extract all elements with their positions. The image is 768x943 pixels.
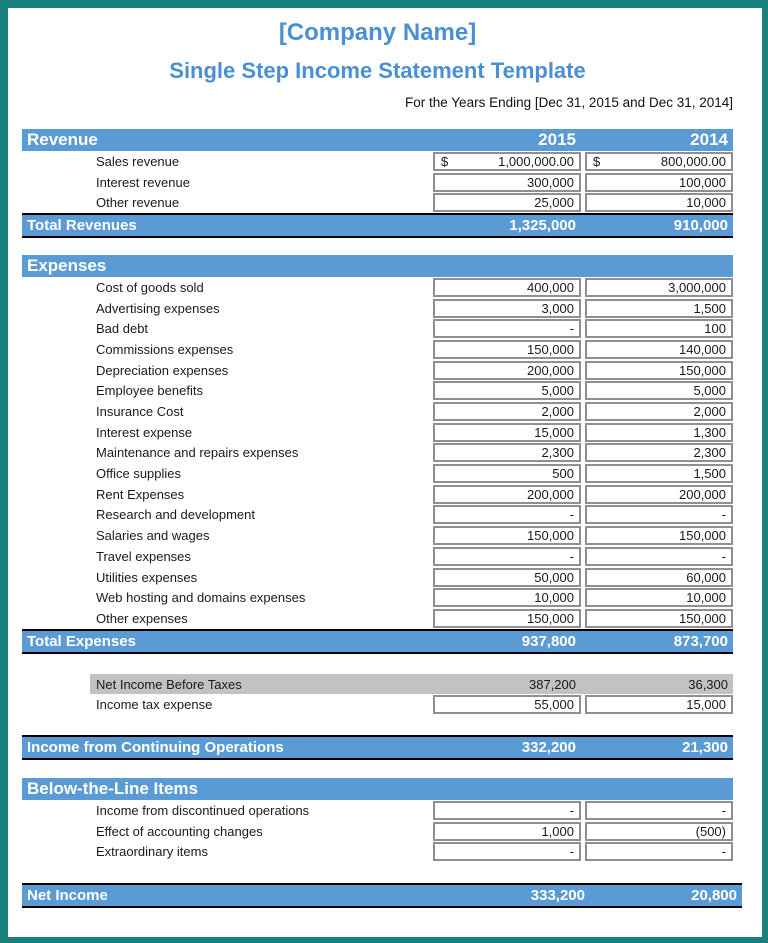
value-cell-2015 xyxy=(433,842,581,861)
column-header-2014: 2014 xyxy=(690,130,728,149)
net-income-label: Net Income xyxy=(27,887,108,905)
income-tax-cell-2015 xyxy=(433,695,581,714)
income-from-continuing-operations-2014: 21,300 xyxy=(682,739,728,757)
cell-value: - xyxy=(721,507,726,523)
line-item-label: Extraordinary items xyxy=(96,844,208,860)
line-item-row xyxy=(22,422,733,443)
value-cell-2015 xyxy=(433,299,581,318)
value-cell-2014 xyxy=(585,319,733,338)
cell-value: 2,000 xyxy=(541,404,574,420)
value-cell-2015 xyxy=(433,547,581,566)
cell-value: 2,300 xyxy=(693,445,726,461)
value-cell-2014 xyxy=(585,464,733,483)
expenses-rows xyxy=(22,277,733,629)
cell-value: 1,000 xyxy=(541,823,574,839)
value-cell-2015 xyxy=(433,173,581,192)
value-cell-2014 xyxy=(585,485,733,504)
value-cell-2015 xyxy=(433,402,581,421)
value-cell-2015 xyxy=(433,443,581,462)
cell-value: 1,500 xyxy=(693,466,726,482)
cell-value: 10,000 xyxy=(686,195,726,211)
cell-value: 50,000 xyxy=(534,569,574,585)
revenue-header-title: Revenue xyxy=(27,130,98,149)
net-income-bar xyxy=(22,883,742,908)
value-cell-2015 xyxy=(433,152,581,171)
cell-value: 140,000 xyxy=(679,341,726,357)
period-line: For the Years Ending [Dec 31, 2015 and Dec 31, 2014] xyxy=(405,95,733,110)
net-income-before-taxes-row xyxy=(90,674,733,695)
cell-value: (500) xyxy=(695,823,726,839)
cell-value: - xyxy=(721,548,726,564)
cell-value: 200,000 xyxy=(527,362,574,378)
line-item-row xyxy=(22,443,733,464)
below-the-line-rows xyxy=(22,800,733,862)
line-item-row xyxy=(22,587,733,608)
line-item-label: Depreciation expenses xyxy=(96,362,229,378)
line-item-row xyxy=(22,401,733,422)
cell-value: 100,000 xyxy=(679,174,726,190)
value-cell-2015 xyxy=(433,464,581,483)
value-cell-2014 xyxy=(585,361,733,380)
cell-value: 400,000 xyxy=(527,279,574,295)
below-the-line-section-header xyxy=(22,778,733,800)
line-item-label: Other revenue xyxy=(96,195,180,211)
line-item-label: Utilities expenses xyxy=(96,569,198,585)
cell-value: 150,000 xyxy=(527,610,574,626)
income-from-continuing-operations-label: Income from Continuing Operations xyxy=(27,739,284,757)
value-cell-2014 xyxy=(585,568,733,587)
income-tax-expense-row xyxy=(22,694,733,715)
cell-value: 25,000 xyxy=(534,195,574,211)
cell-value: 150,000 xyxy=(527,341,574,357)
value-cell-2014 xyxy=(585,505,733,524)
line-item-row xyxy=(22,821,733,842)
line-item-row xyxy=(22,800,733,821)
line-item-row xyxy=(22,318,733,339)
cell-value: - xyxy=(569,321,574,337)
expenses-section-header xyxy=(22,255,733,277)
total-expenses-2015: 937,800 xyxy=(521,632,576,650)
line-item-label: Cost of goods sold xyxy=(96,279,204,295)
total-revenues-2015: 1,325,000 xyxy=(509,217,576,235)
total-expenses-bar xyxy=(22,629,733,654)
line-item-label: Interest revenue xyxy=(96,174,190,190)
cell-value: 1,300 xyxy=(693,424,726,440)
line-item-row xyxy=(22,151,733,172)
cell-value: 2,300 xyxy=(541,445,574,461)
line-item-label: Commissions expenses xyxy=(96,341,234,357)
value-cell-2015 xyxy=(433,609,581,628)
income-from-continuing-operations-bar xyxy=(22,735,733,760)
income-statement-sheet xyxy=(22,8,737,908)
value-cell-2014 xyxy=(585,801,733,820)
cell-value: - xyxy=(569,802,574,818)
cell-value: 3,000 xyxy=(541,300,574,316)
value-cell-2014 xyxy=(585,152,733,171)
value-cell-2014 xyxy=(585,299,733,318)
line-item-label: Bad debt xyxy=(96,321,149,337)
line-item-row xyxy=(22,484,733,505)
value-cell-2015 xyxy=(433,526,581,545)
value-cell-2014 xyxy=(585,443,733,462)
cell-value: 150,000 xyxy=(679,362,726,378)
cell-value: 15,000 xyxy=(686,697,726,713)
value-cell-2015 xyxy=(433,193,581,212)
total-revenues-bar xyxy=(22,213,733,238)
line-item-label: Travel expenses xyxy=(96,548,191,564)
value-cell-2014 xyxy=(585,588,733,607)
net-income-2015: 333,200 xyxy=(530,887,585,905)
value-cell-2014 xyxy=(585,547,733,566)
currency-symbol: $ xyxy=(441,153,449,169)
value-cell-2014 xyxy=(585,173,733,192)
value-cell-2015 xyxy=(433,423,581,442)
cell-value: 1,000,000.00 xyxy=(498,153,574,169)
line-item-row xyxy=(22,277,733,298)
net-income-before-taxes-2015: 387,200 xyxy=(529,676,576,692)
cell-value: - xyxy=(721,802,726,818)
column-header-2015: 2015 xyxy=(538,130,576,149)
line-item-label: Other expenses xyxy=(96,610,188,626)
company-name: [Company Name] xyxy=(278,19,477,46)
line-item-row xyxy=(22,298,733,319)
value-cell-2015 xyxy=(433,361,581,380)
income-from-continuing-operations-2015: 332,200 xyxy=(521,739,576,757)
value-cell-2014 xyxy=(585,526,733,545)
cell-value: 2,000 xyxy=(693,404,726,420)
cell-value: 5,000 xyxy=(541,383,574,399)
cell-value: 3,000,000 xyxy=(668,279,726,295)
cell-value: 150,000 xyxy=(679,610,726,626)
cell-value: 5,000 xyxy=(693,383,726,399)
revenue-rows xyxy=(22,151,733,213)
value-cell-2014 xyxy=(585,842,733,861)
cell-value: - xyxy=(721,844,726,860)
total-revenues-label: Total Revenues xyxy=(27,217,137,235)
cell-value: - xyxy=(569,507,574,523)
line-item-label: Interest expense xyxy=(96,424,193,440)
cell-value: - xyxy=(569,844,574,860)
line-item-row xyxy=(22,339,733,360)
net-income-before-taxes-2014: 36,300 xyxy=(688,676,728,692)
value-cell-2015 xyxy=(433,485,581,504)
line-item-label: Effect of accounting changes xyxy=(96,823,263,839)
cell-value: 1,500 xyxy=(693,300,726,316)
document-header xyxy=(22,8,733,111)
line-item-label: Web hosting and domains expenses xyxy=(96,590,306,606)
value-cell-2015 xyxy=(433,319,581,338)
line-item-row xyxy=(22,172,733,193)
line-item-label: Rent Expenses xyxy=(96,486,185,502)
value-cell-2015 xyxy=(433,505,581,524)
value-cell-2015 xyxy=(433,381,581,400)
line-item-label: Insurance Cost xyxy=(96,404,184,420)
cell-value: 200,000 xyxy=(527,486,574,502)
line-item-label: Income from discontinued operations xyxy=(96,802,310,818)
value-cell-2015 xyxy=(433,278,581,297)
line-item-label: Employee benefits xyxy=(96,383,203,399)
line-item-label: Maintenance and repairs expenses xyxy=(96,445,299,461)
line-item-row xyxy=(22,381,733,402)
value-cell-2015 xyxy=(433,822,581,841)
value-cell-2015 xyxy=(433,568,581,587)
line-item-row xyxy=(22,463,733,484)
line-item-row xyxy=(22,192,733,213)
line-item-row xyxy=(22,525,733,546)
revenue-section-header xyxy=(22,129,733,151)
value-cell-2015 xyxy=(433,588,581,607)
line-item-row xyxy=(22,505,733,526)
value-cell-2015 xyxy=(433,340,581,359)
value-cell-2014 xyxy=(585,381,733,400)
cell-value: 150,000 xyxy=(679,528,726,544)
total-expenses-2014: 873,700 xyxy=(673,632,728,650)
line-item-label: Advertising expenses xyxy=(96,300,220,316)
cell-value: - xyxy=(569,548,574,564)
cell-value: 10,000 xyxy=(534,590,574,606)
cell-value: 100 xyxy=(704,321,726,337)
value-cell-2014 xyxy=(585,609,733,628)
value-cell-2014 xyxy=(585,340,733,359)
expenses-header-title: Expenses xyxy=(27,256,107,276)
value-cell-2015 xyxy=(433,801,581,820)
line-item-row xyxy=(22,842,733,863)
line-item-label: Research and development xyxy=(96,507,255,523)
line-item-row xyxy=(22,546,733,567)
line-item-row xyxy=(22,567,733,588)
line-item-row xyxy=(22,360,733,381)
document-title: Single Step Income Statement Template xyxy=(169,58,586,83)
value-cell-2014 xyxy=(585,423,733,442)
cell-value: 300,000 xyxy=(527,174,574,190)
line-item-label: Salaries and wages xyxy=(96,528,210,544)
cell-value: 55,000 xyxy=(534,697,574,713)
total-expenses-label: Total Expenses xyxy=(27,632,136,650)
value-cell-2014 xyxy=(585,822,733,841)
cell-value: 150,000 xyxy=(527,528,574,544)
value-cell-2014 xyxy=(585,278,733,297)
net-income-2014: 20,800 xyxy=(691,887,737,905)
line-item-row xyxy=(22,608,733,629)
below-the-line-header-title: Below-the-Line Items xyxy=(27,779,198,799)
value-cell-2014 xyxy=(585,193,733,212)
cell-value: 500 xyxy=(552,466,574,482)
cell-value: 10,000 xyxy=(686,590,726,606)
line-item-label: Office supplies xyxy=(96,466,182,482)
cell-value: 15,000 xyxy=(534,424,574,440)
currency-symbol: $ xyxy=(593,153,601,169)
cell-value: 60,000 xyxy=(686,569,726,585)
line-item-label: Sales revenue xyxy=(96,153,180,169)
cell-value: 200,000 xyxy=(679,486,726,502)
value-cell-2014 xyxy=(585,402,733,421)
net-income-before-taxes-label: Net Income Before Taxes xyxy=(96,676,242,692)
total-revenues-2014: 910,000 xyxy=(673,217,728,235)
income-tax-cell-2014 xyxy=(585,695,733,714)
cell-value: 800,000.00 xyxy=(660,153,726,169)
income-tax-expense-label: Income tax expense xyxy=(96,697,213,713)
